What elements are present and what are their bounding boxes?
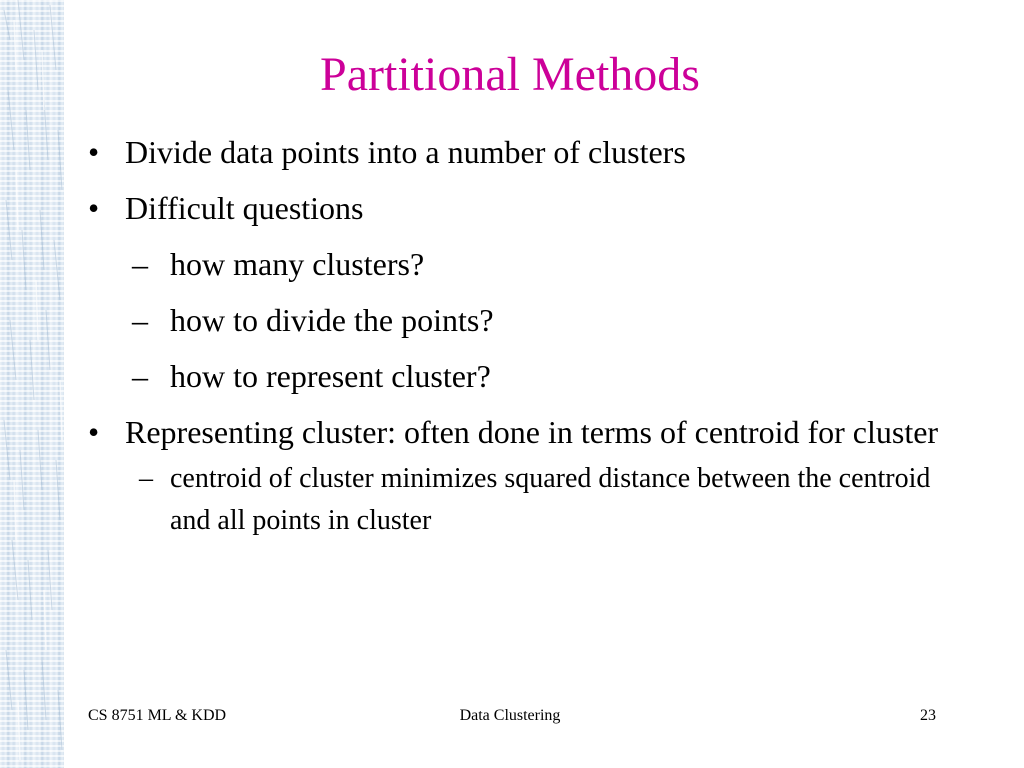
bullet-list bbox=[88, 128, 948, 550]
footer-course: CS 8751 ML & KDD bbox=[88, 707, 227, 724]
slide-title: Partitional Methods bbox=[320, 48, 700, 101]
footer-topic: Data Clustering bbox=[459, 707, 561, 724]
sub-bullet-text: how to divide the points? bbox=[170, 302, 494, 338]
sub-bullet-marker: – bbox=[132, 246, 148, 282]
sub-bullet-item bbox=[88, 352, 948, 400]
bullet-item bbox=[88, 184, 948, 232]
sub-bullet-item bbox=[88, 296, 948, 344]
sub-bullet-marker: – bbox=[132, 302, 148, 338]
sub-bullet-item bbox=[88, 240, 948, 288]
sub-bullet-item bbox=[88, 458, 948, 542]
decorative-texture-strip bbox=[0, 0, 64, 768]
bullet-text: Representing cluster: often done in terms of centroid for cluster bbox=[125, 414, 939, 450]
sub-bullet-text: how many clusters? bbox=[170, 246, 425, 282]
bullet-text: Difficult questions bbox=[125, 190, 364, 226]
bullet-marker: • bbox=[88, 414, 100, 450]
texture-pattern bbox=[0, 0, 64, 768]
bullet-marker: • bbox=[88, 190, 100, 226]
sub-bullet-text: how to represent cluster? bbox=[170, 358, 491, 394]
footer-page-number: 23 bbox=[920, 707, 936, 724]
bullet-item bbox=[88, 128, 948, 176]
bullet-marker: • bbox=[88, 134, 100, 170]
sub-bullet-text: centroid of cluster minimizes squared distance between the centroid and all points in cluster bbox=[170, 463, 931, 536]
bullet-text: Divide data points into a number of clusters bbox=[125, 134, 686, 170]
sub-bullet-marker: – bbox=[132, 358, 148, 394]
sub-bullet-marker: – bbox=[139, 463, 153, 494]
bullet-item bbox=[88, 408, 948, 456]
